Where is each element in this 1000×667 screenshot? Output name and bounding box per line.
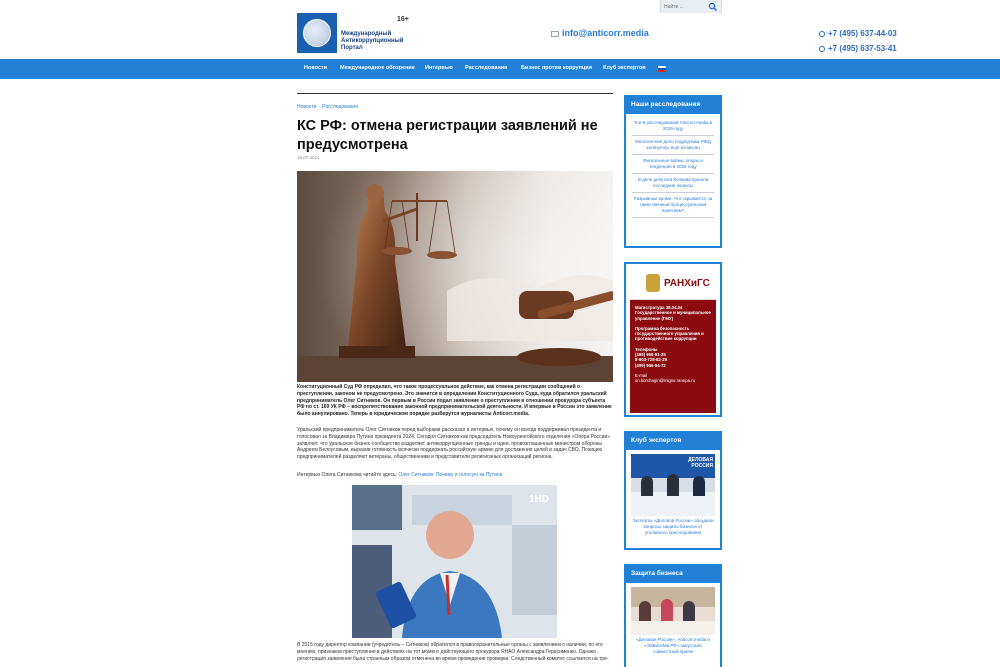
article-lead: Конституционный Суд РФ определил, что такое процессуальное действие, как отмена регистрации сообщений о преступлении, законом не предусмотрено. Это значится в определении Конституционного Суда, куда обратился уральский предприниматель Олег Ситников. Он первым в России подал заявление о преступлении в отношении прокурора субъекта РФ по ст. 169 УК РФ – воспрепятствование законной предпринимательской деятельности. И впервые в России это заявление было аннулировано. Теперь в юридическом порядке разберутся журналисты Anticorr.media.	[297, 384, 612, 418]
breadcrumb-news[interactable]: Новости	[297, 104, 317, 110]
article-hero-image	[297, 171, 613, 382]
interview-line: Интервью Олега Ситникова читайте здесь: Олег Ситников: Почему я голосую за Путина	[297, 472, 503, 478]
ad-brand: РАНХиГС	[664, 278, 710, 289]
breadcrumb-investigations[interactable]: Расследования	[322, 104, 358, 110]
phone-icon	[819, 31, 825, 37]
age-badge: 16+	[397, 16, 409, 23]
interview-link[interactable]: Олег Ситников: Почему я голосую за Путина	[398, 472, 503, 478]
article-title: КС РФ: отмена регистрации заявлений не предусмотрена	[297, 118, 598, 153]
ad-phone: (499) 956-91-25	[635, 352, 666, 358]
site-logo[interactable]	[297, 13, 337, 53]
site-header	[0, 13, 1000, 59]
experts-photo[interactable]	[631, 454, 715, 516]
themis-statue-illustration	[297, 171, 613, 382]
sidebar-investigation-item[interactable]: В деле депутата Кочаева прошли последние нюансы	[632, 174, 714, 193]
contact-phone-2[interactable]: +7 (495) 637-53-41	[819, 44, 897, 53]
sidebar-experts-club	[624, 431, 722, 550]
language-flag-ru[interactable]	[658, 66, 666, 72]
envelope-icon	[551, 31, 559, 37]
contact-email-link[interactable]: info@anticorr.media	[551, 28, 649, 38]
contact-phone-1[interactable]: +7 (495) 637-44-03	[819, 29, 897, 38]
sidebar-business-protection	[624, 564, 722, 667]
ad-brand-bar	[630, 268, 716, 300]
ad-phones-label: Телефоны	[635, 346, 658, 352]
breadcrumb: Новости · Расследования	[297, 104, 358, 110]
ad-phone: 8-903-728-82-29	[635, 357, 668, 363]
ad-email: on.korchagin@migsu.ranepa.ru	[635, 378, 696, 384]
article-top-rule	[297, 93, 613, 94]
nav-item-business[interactable]: Бизнес против коррупции	[521, 65, 593, 71]
article-paragraph-2: В 2015 году директор компании (учредитель – Ситников) обратился в правоохранительные органы с заявлением о наличии, по его мнению, признаков преступления в действиях на тот момент действующего прокурора ЯНАО Александра Герасименко. Однако регистрация заявления была странным образом отменена во время проведения проверки. Следственный комитет ссылается на тре-	[297, 642, 609, 662]
site-logo-text[interactable]: Международный Антикоррупционный Портал	[341, 31, 404, 51]
article-interview-photo	[352, 485, 557, 638]
sidebar-investigation-item[interactable]: Многолетнее дело подрядчика РЖД затянулось еще на месяц	[632, 136, 714, 155]
emblem-icon	[646, 274, 660, 292]
sidebar-investigation-item[interactable]: Фискальные войны: опоры и тенденции в 2026 году	[632, 155, 714, 174]
sidebar-investigations-title: Наши расследования	[626, 97, 720, 114]
experts-caption[interactable]: Эксперты «Деловой России» обсудили вопросы защиты бизнеса от уголовного преследования	[632, 518, 714, 535]
sidebar-investigations	[624, 95, 722, 248]
sidebar-business-title: Защита бизнеса	[626, 566, 720, 583]
nav-item-interview[interactable]: Интервью	[425, 65, 453, 71]
nav-item-international[interactable]: Международное обозрение	[340, 65, 415, 71]
ad-email-label: E-mail	[635, 372, 648, 378]
article-paragraph: Уральский предприниматель Олег Ситников перед выборами рассказал в интервью, почему он всегда поддерживал президента и голосовал за Владимира Путина президента 2024. Сегодня Ситников как председатель Новоуренгойского отделения «Опора России» заявляет, что уральское бизнес-сообщество разделяет антикоррупционные тренды и идеи, провозглашенные министром обороны Андреем Белоусовым, выразив готовность всячески поддержать российскую армию для достижения целей и задач СВО. Позицию предпринимателей разделяют ветераны, общественники и представители религиозных организаций региона.	[297, 427, 611, 461]
interview-photo-illustration	[352, 485, 557, 638]
ad-program-1: Магистратура 38.04.04 Государственное и муниципальное управление (ГМУ)	[635, 305, 711, 321]
business-caption[interactable]: «Деловая Россия», Anticorr.media и «ЭйБисиМи.РФ» запустили совместный прием	[636, 637, 710, 654]
search-icon[interactable]	[708, 2, 718, 12]
nav-item-experts[interactable]: Клуб экспертов	[603, 65, 646, 71]
nav-item-news[interactable]: Новости	[304, 65, 328, 71]
ad-phone: (499) 956-94-72	[635, 362, 666, 368]
sidebar-ranepa-ad[interactable]	[624, 262, 722, 417]
sidebar-experts-title: Клуб экспертов	[626, 433, 720, 450]
ad-body	[630, 300, 716, 413]
search-input[interactable]	[664, 2, 708, 12]
sidebar-investigation-item[interactable]: Топ-6 расследований Anticorr.media в 2026 году	[632, 117, 714, 136]
main-nav	[0, 59, 1000, 79]
globe-icon	[303, 19, 331, 47]
phone-icon	[819, 46, 825, 52]
nav-item-investigations[interactable]: Расследования	[465, 65, 508, 71]
experts-banner-text: ДЕЛОВАЯ РОССИЯ	[688, 457, 713, 469]
business-photo[interactable]	[631, 587, 715, 635]
article-date: 16.07.2024	[297, 155, 320, 160]
sidebar-investigation-item[interactable]: Разрывные кроме. Что скрывается за таинственным процессуальным понятием?	[632, 193, 714, 218]
channel-logo: 1HD	[529, 494, 550, 505]
ad-program-2: Программа безопасность государственного управления и противодействие коррупции	[635, 325, 704, 342]
